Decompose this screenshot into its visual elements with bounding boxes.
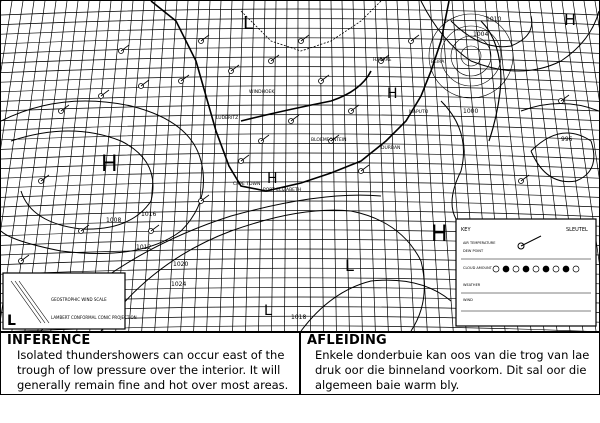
- isobar-value-10: 996: [561, 136, 573, 143]
- key-cloud-symbol: [543, 266, 549, 272]
- high-southeast-label: H: [431, 222, 448, 247]
- grid-parallel: [1, 76, 599, 82]
- key-title-en: KEY: [461, 227, 471, 233]
- isobar-value-6: 1004: [473, 31, 489, 38]
- footer-blank: [0, 395, 600, 423]
- key-cloud-symbol: [503, 266, 509, 272]
- grid-parallel: [1, 95, 599, 101]
- key-cloud-symbol: [563, 266, 569, 272]
- afleiding-panel: [300, 332, 600, 395]
- isobar-value-7: 1000: [463, 108, 479, 115]
- wind-barb: [231, 65, 239, 71]
- afleiding-title: AFLEIDING: [307, 333, 387, 348]
- grid-parallel: [1, 153, 599, 159]
- wind-barb: [121, 45, 129, 51]
- grid-parallel: [1, 57, 599, 63]
- key-row-weather: WEATHER: [463, 283, 481, 287]
- key-row-temp: AIR TEMPERATURE: [463, 241, 496, 245]
- isobar-value-4: 1020: [173, 261, 189, 268]
- grid-meridian: [309, 1, 310, 331]
- low-north-label: L: [243, 13, 254, 34]
- key-cloud-symbol: [513, 266, 519, 272]
- grid-meridian: [297, 1, 298, 331]
- inference-panel: [0, 332, 300, 395]
- wind-barb: [151, 225, 159, 231]
- key-cloud-symbol: [523, 266, 529, 272]
- key-cloud-symbol: [553, 266, 559, 272]
- place-luderitz: LUDERITZ: [216, 116, 239, 121]
- map-canvas: [1, 1, 599, 331]
- grid-meridian: [320, 1, 323, 331]
- wind-barb: [101, 90, 109, 96]
- grid-meridian: [331, 1, 336, 331]
- grid-meridian: [375, 1, 388, 331]
- key-row-cloud: CLOUD AMOUNT: [463, 266, 492, 270]
- grid-parallel: [1, 211, 599, 217]
- key-row-dew: DEW POINT: [463, 249, 484, 253]
- isobar-value-3: 1016: [141, 211, 157, 218]
- grid-meridian: [284, 1, 287, 331]
- inference-text: Isolated thundershowers can occur east of the trough of low pressure over the interior. It will generally remain fine and hot over most areas.: [17, 348, 289, 392]
- key-title-af: SLEUTEL: [566, 227, 588, 233]
- place-maputo: MAPUTO: [409, 110, 429, 115]
- place-harare: HARARE: [373, 58, 392, 63]
- madagascar-coast: [481, 21, 501, 141]
- wind-barb: [141, 80, 149, 86]
- key-cloud-symbol: [533, 266, 539, 272]
- wind-barb: [241, 155, 249, 161]
- inference-title: INFERENCE: [7, 333, 91, 348]
- wind-barb: [361, 165, 369, 171]
- place-bloemfontein: BLOEMFONTEIN: [311, 138, 347, 143]
- isobar-value-8: 1010: [486, 16, 502, 23]
- place-port-elizabeth: PORT ELIZABETH: [263, 188, 302, 193]
- wind-barb: [181, 75, 189, 81]
- border-line: [241, 1, 381, 51]
- key-cloud-symbol: [573, 266, 579, 272]
- high-northeast-label: H: [564, 10, 577, 29]
- grid-parallel: [1, 201, 599, 207]
- grid-parallel: [1, 115, 599, 121]
- grid-parallel: [1, 143, 599, 149]
- place-beira: BEIRA: [431, 60, 445, 65]
- place-windhoek: WINDHOEK: [249, 90, 275, 95]
- place-durban: DURBAN: [381, 146, 401, 151]
- scale-line1: GEOSTROPHIC WIND SCALE: [51, 297, 107, 302]
- grid-meridian: [272, 1, 277, 331]
- low-southwest-label: L: [264, 303, 272, 319]
- grid-parallel: [1, 67, 599, 73]
- high-interior-label: H: [267, 171, 278, 187]
- grid-parallel: [1, 28, 599, 34]
- grid-parallel: [1, 134, 599, 140]
- high-west-label: H: [101, 152, 118, 177]
- low-south-label: L: [345, 256, 354, 275]
- isobar-value-5: 1024: [171, 281, 187, 288]
- afleiding-text: Enkele donderbuie kan oos van die trog van lae druk oor die binneland voorkom. Dit sal oor die algemeen baie warm bly.: [315, 348, 590, 392]
- cyclone-ring: [451, 36, 491, 76]
- place-cape-town: CAPE TOWN: [233, 182, 261, 187]
- grid-meridian: [246, 1, 254, 331]
- grid-parallel: [1, 172, 599, 178]
- wind-barb: [411, 35, 419, 41]
- isobar-value-1: 1008: [106, 217, 122, 224]
- scale-l-label: L: [7, 313, 16, 329]
- isobar-value-2: 1012: [136, 244, 152, 251]
- key-row-wind: WIND: [463, 298, 473, 302]
- grid-parallel: [1, 47, 599, 53]
- grid-parallel: [1, 163, 599, 169]
- cyclone-ring: [441, 26, 501, 86]
- grid-meridian: [259, 1, 265, 331]
- grid-meridian: [386, 1, 401, 331]
- scale-line2: LAMBERT CONFORMAL CONIC PROJECTION: [51, 315, 137, 320]
- grid-meridian: [353, 1, 362, 331]
- grid-meridian: [207, 1, 221, 331]
- wind-scale-box: [3, 273, 137, 329]
- grid-meridian: [129, 1, 155, 331]
- grid-meridian: [233, 1, 243, 331]
- key-cloud-symbol: [493, 266, 499, 272]
- grid-parallel: [1, 9, 599, 15]
- high-east-coast-label: H: [387, 86, 398, 102]
- isobar-value-9: 1018: [291, 314, 307, 321]
- wind-barb: [351, 105, 359, 111]
- grid-meridian: [220, 1, 232, 331]
- map-key-box: [456, 219, 596, 326]
